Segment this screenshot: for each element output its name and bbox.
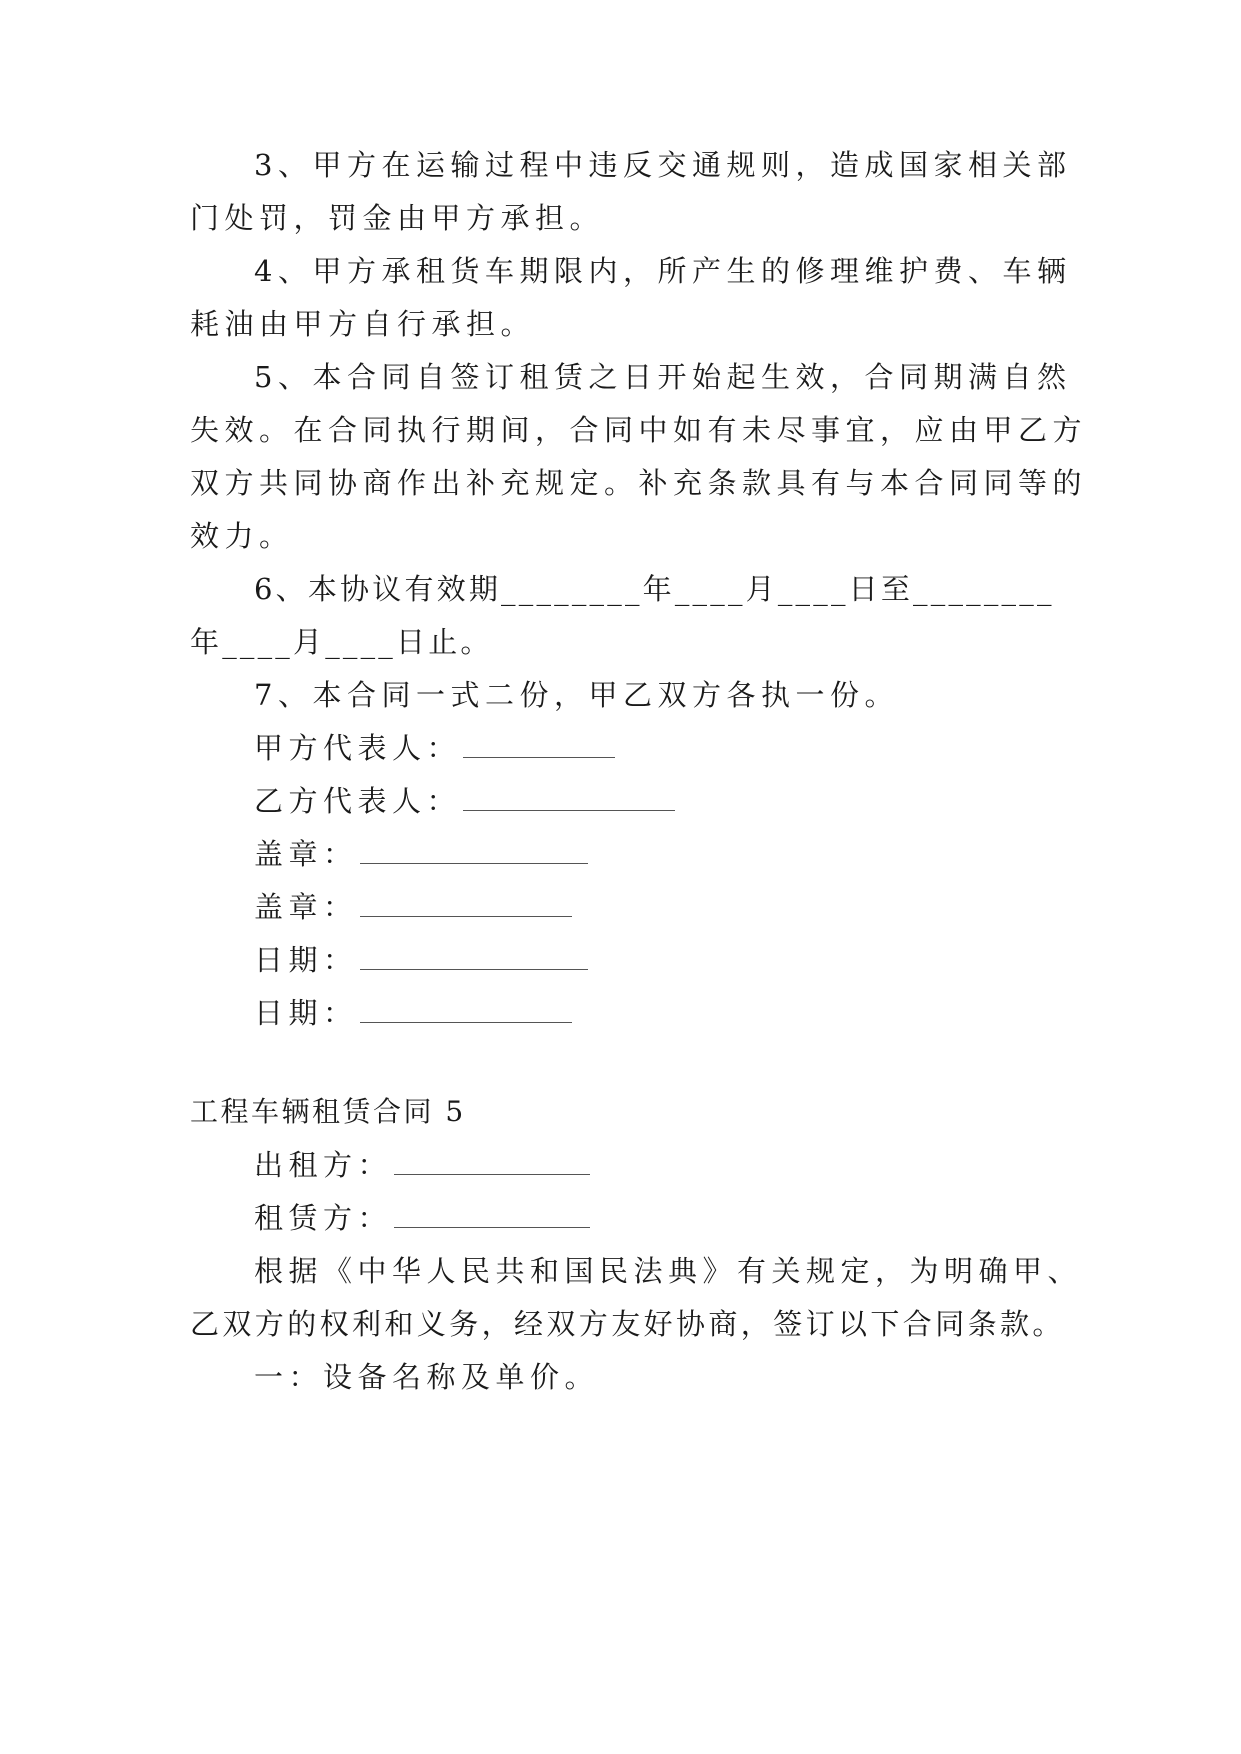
seal-label-1: 盖章： [254, 837, 358, 871]
seal-field-1 [254, 834, 588, 874]
date-label-2: 日期： [254, 996, 358, 1030]
party-a-rep-field [254, 728, 615, 768]
lessee-label: 租赁方： [254, 1201, 393, 1235]
party-a-rep-label: 甲方代表人： [254, 731, 462, 765]
section-1-heading: 一：设备名称及单价。 [254, 1360, 600, 1394]
clause-5-line-1: 5、本合同自签订租赁之日开始起生效，合同期满自然 [254, 360, 1072, 394]
clause-4-line-1: 4、甲方承租货车期限内，所产生的修理维护费、车辆 [254, 254, 1072, 288]
seal-blank-2[interactable] [360, 892, 572, 917]
clause-5-line-3: 双方共同协商作出补充规定。补充条款具有与本合同同等的 [190, 466, 1088, 500]
clause-4-line-2: 耗油由甲方自行承担。 [190, 307, 536, 341]
contract-5-title: 工程车辆租赁合同 5 [190, 1095, 466, 1128]
intro-line-1: 根据《中华人民共和国民法典》有关规定，为明确甲、 [254, 1254, 1083, 1288]
date-label-1: 日期： [254, 943, 358, 977]
party-a-rep-blank[interactable] [463, 733, 615, 758]
date-blank-2[interactable] [360, 998, 572, 1023]
party-b-rep-blank[interactable] [463, 786, 675, 811]
date-blank-1[interactable] [360, 945, 588, 970]
clause-5-line-4: 效力。 [190, 519, 294, 553]
intro-line-2: 乙双方的权利和义务，经双方友好协商，签订以下合同条款。 [190, 1307, 1065, 1341]
party-b-rep-label: 乙方代表人： [254, 784, 462, 818]
seal-label-2: 盖章： [254, 890, 358, 924]
clause-3-line-1: 3、甲方在运输过程中违反交通规则，造成国家相关部 [254, 148, 1072, 182]
lessor-label: 出租方： [254, 1148, 393, 1182]
date-field-2 [254, 993, 572, 1033]
date-field-1 [254, 940, 588, 980]
clause-6-line-1: 6、本协议有效期________年____月____日至________ [254, 572, 1055, 606]
party-b-rep-field [254, 781, 675, 821]
lessor-blank[interactable] [394, 1150, 590, 1175]
seal-blank-1[interactable] [360, 839, 588, 864]
clause-3-line-2: 门处罚，罚金由甲方承担。 [190, 201, 605, 235]
clause-7: 7、本合同一式二份，甲乙双方各执一份。 [254, 678, 899, 712]
lessor-field [254, 1145, 590, 1185]
seal-field-2 [254, 887, 572, 927]
lessee-blank[interactable] [394, 1203, 590, 1228]
clause-6-line-2: 年____月____日止。 [190, 625, 493, 659]
clause-5-line-2: 失效。在合同执行期间，合同中如有未尽事宜，应由甲乙方 [190, 413, 1088, 447]
lessee-field [254, 1198, 590, 1238]
